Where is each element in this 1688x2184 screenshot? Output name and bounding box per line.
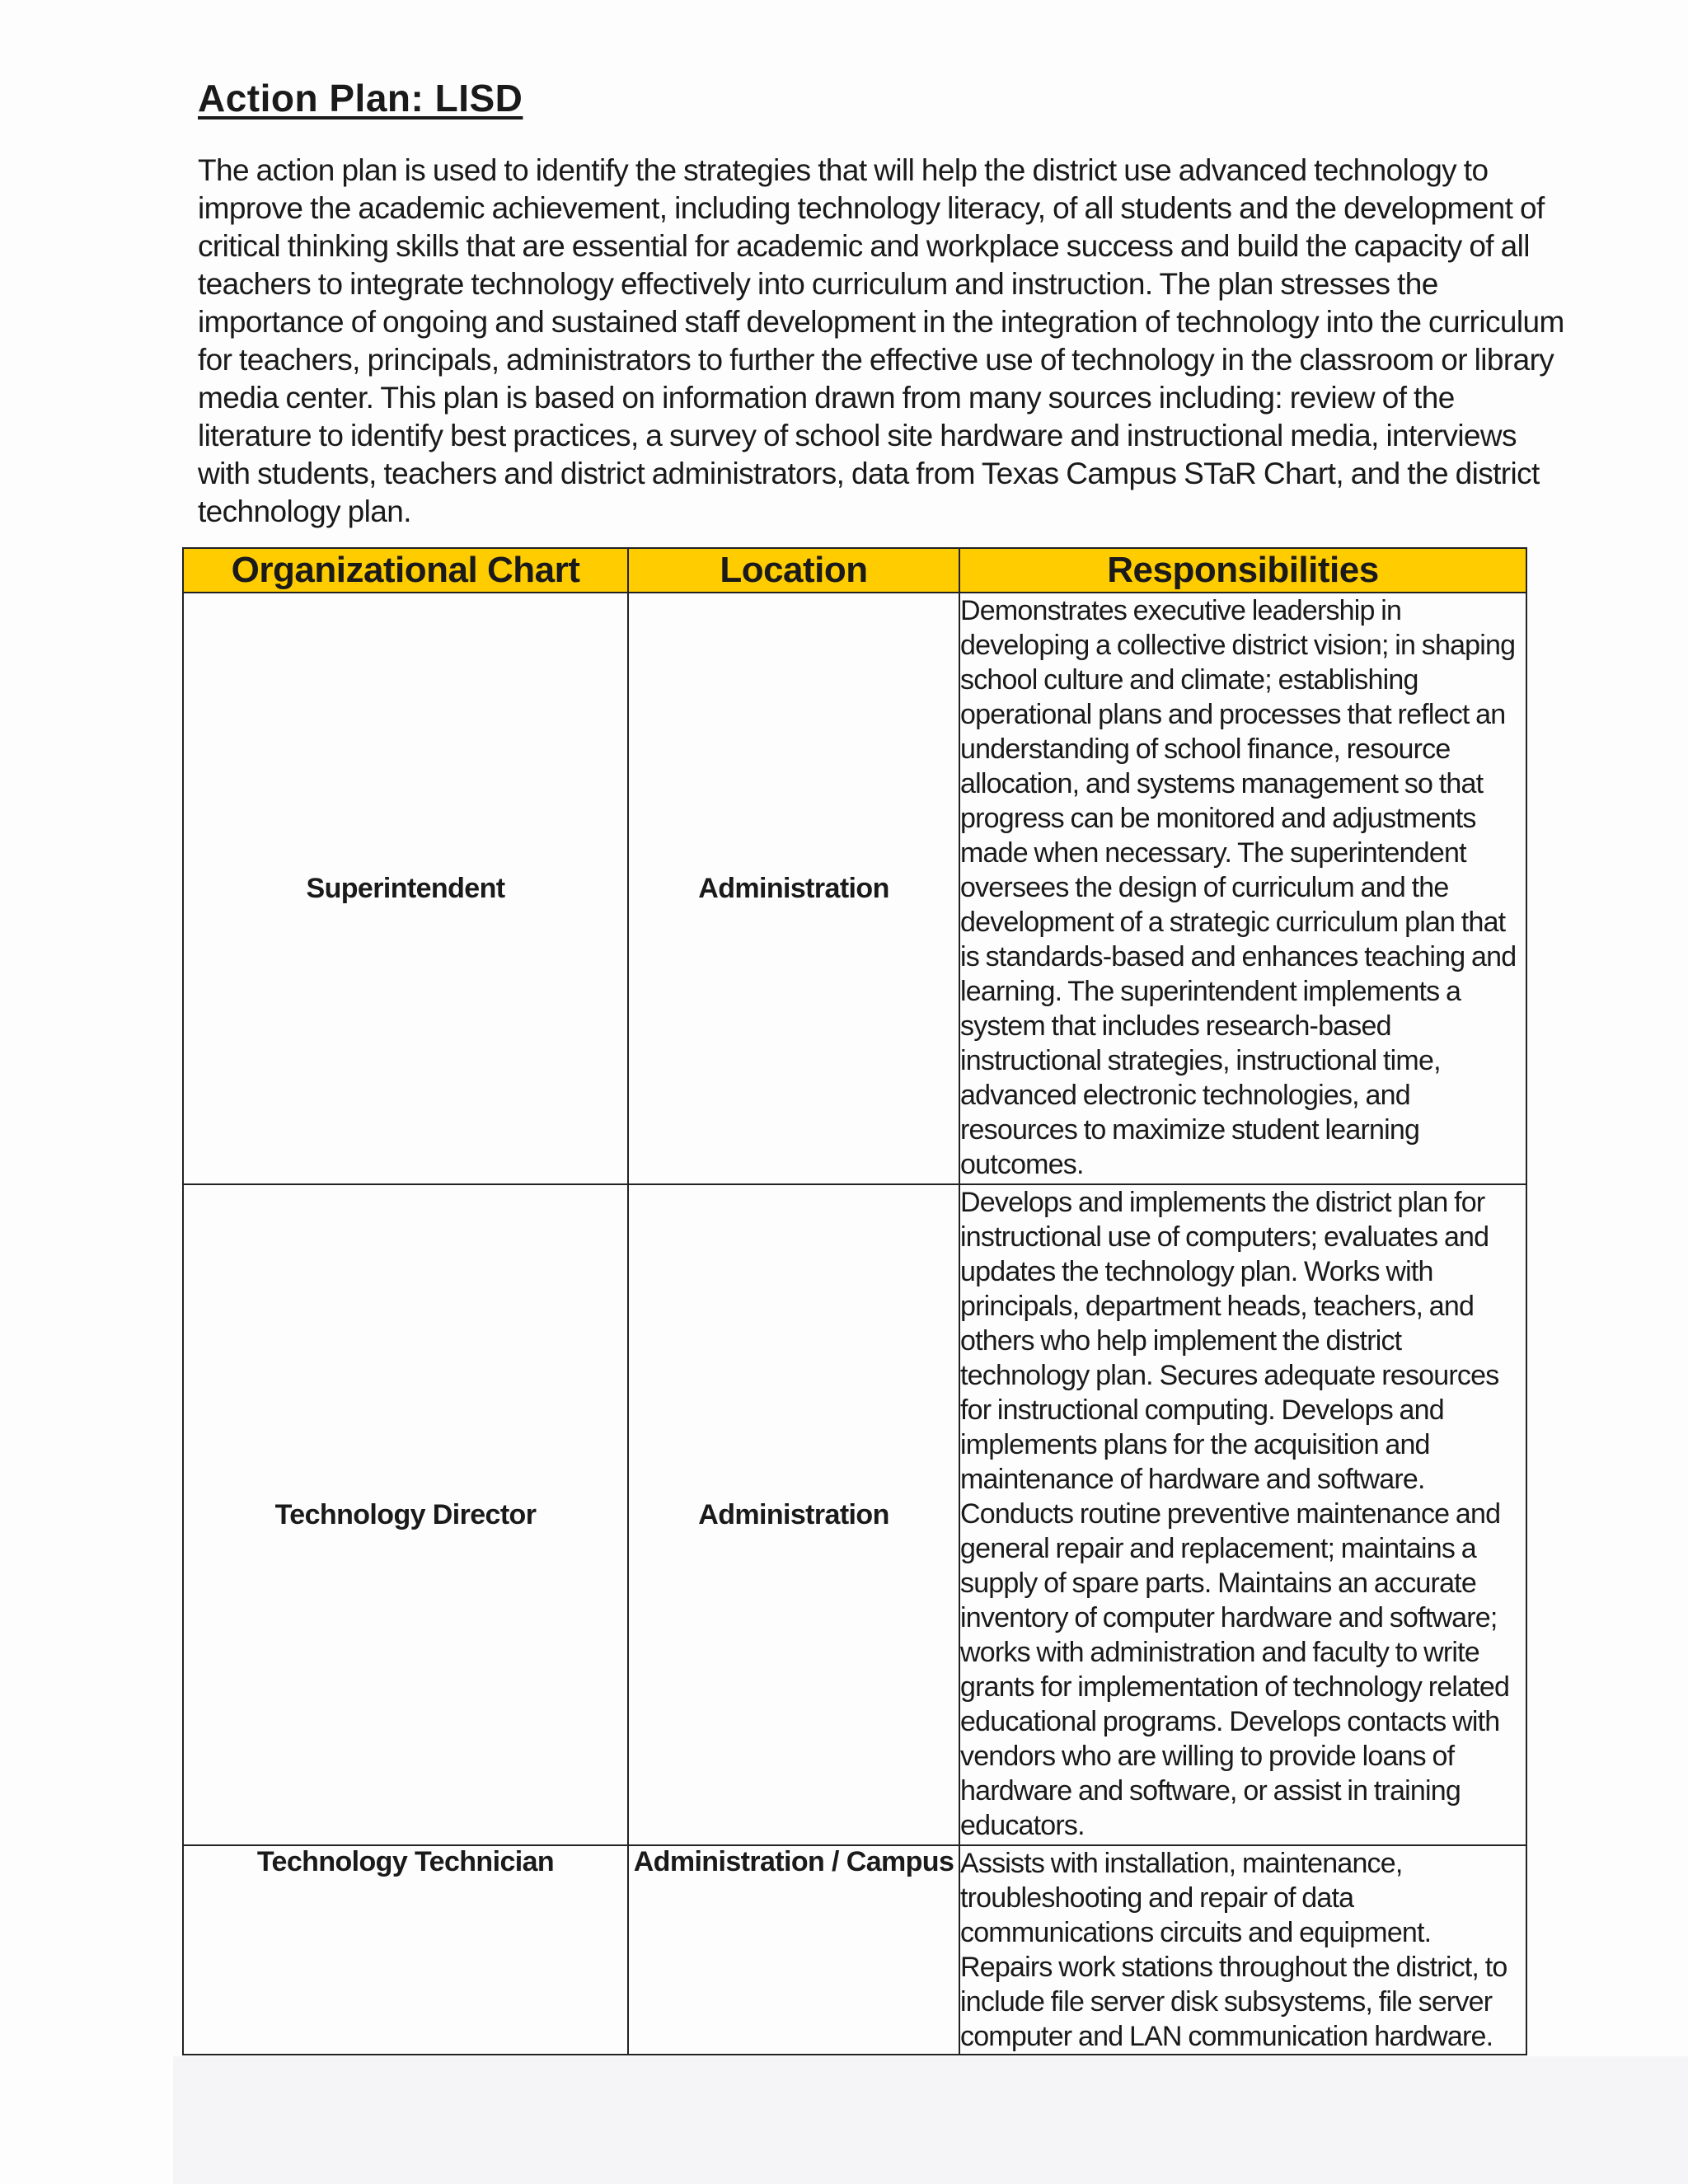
header-responsibilities: Responsibilities bbox=[959, 548, 1526, 593]
page-bottom-shade bbox=[173, 2056, 1688, 2184]
table-row bbox=[183, 1184, 1526, 1845]
table-header-row bbox=[183, 548, 1526, 593]
page-title: Action Plan: LISD bbox=[198, 77, 523, 120]
intro-paragraph: The action plan is used to identify the strategies that will help the district use advanced technology to improve the academic achievement, including technology literacy, of all students and the development of critical thinking skills that are essential for academic and workplace success and build the capacity of all teachers to integrate technology effectively into curriculum and instruction. The plan stresses the importance of ongoing and sustained staff development in the integration of technology into the curriculum for teachers, principals, administrators to further the effective use of technology in the classroom or library media center. This plan is based on information drawn from many sources including: review of the literature to identify best practices, a survey of school site hardware and instructional media, interviews with students, teachers and district administrators, data from Texas Campus STaR Chart, and the district technology plan. bbox=[198, 153, 1564, 528]
location-cell: Administration bbox=[628, 1184, 959, 1845]
table-row bbox=[183, 593, 1526, 1184]
role-cell: Technology Technician bbox=[183, 1845, 628, 2055]
location-cell: Administration / Campus bbox=[628, 1845, 959, 2055]
header-organizational-chart: Organizational Chart bbox=[183, 548, 628, 593]
organizational-table bbox=[182, 547, 1527, 2055]
header-location: Location bbox=[628, 548, 959, 593]
table-row bbox=[183, 1845, 1526, 2055]
responsibilities-cell: Demonstrates executive leadership in developing a collective district vision; in shaping school culture and climate; establishing operational plans and processes that reflect an understanding of school finance, resource allocation, and systems management so that progress can be monitored and adjustments made when necessary. The superintendent oversees the design of curriculum and the development of a strategic curriculum plan that is standards-based and enhances teaching and learning. The superintendent implements a system that includes research-based instructional strategies, instructional time, advanced electronic technologies, and resources to maximize student learning outcomes. bbox=[959, 593, 1526, 1184]
responsibilities-cell: Assists with installation, maintenance, troubleshooting and repair of data communications circuits and equipment. Repairs work stations throughout the district, to include file server disk subsystems, file server computer and LAN communication hardware. bbox=[959, 1845, 1526, 2055]
role-cell: Technology Director bbox=[183, 1184, 628, 1845]
role-cell: Superintendent bbox=[183, 593, 628, 1184]
responsibilities-cell: Develops and implements the district plan for instructional use of computers; evaluates and updates the technology plan. Works with principals, department heads, teachers, and others who help implement the district technology plan. Secures adequate resources for instructional computing. Develops and implements plans for the acquisition and maintenance of hardware and software. Conducts routine preventive maintenance and general repair and replacement; maintains a supply of spare parts. Maintains an accurate inventory of computer hardware and software; works with administration and faculty to write grants for implementation of technology related educational programs. Develops contacts with vendors who are willing to provide loans of hardware and software, or assist in training educators. bbox=[959, 1184, 1526, 1845]
location-cell: Administration bbox=[628, 593, 959, 1184]
